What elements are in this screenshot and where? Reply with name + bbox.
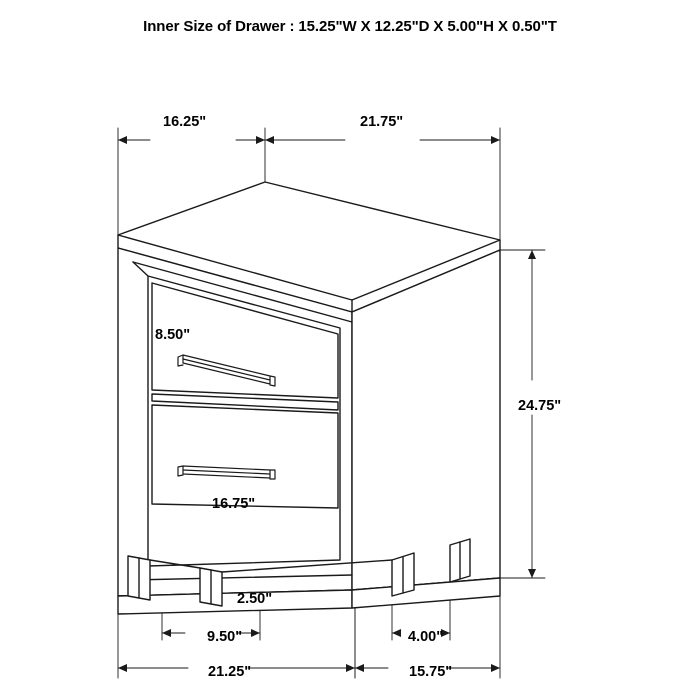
- dim-drawer-height: 8.50": [155, 327, 191, 343]
- dim-drawer-width: 16.75": [212, 496, 256, 512]
- dim-overall-depth: 15.75": [409, 664, 453, 680]
- dim-base-width: 9.50": [207, 629, 243, 645]
- dim-overall-width: 21.25": [208, 664, 252, 680]
- dim-leg-height: 2.50": [237, 591, 273, 607]
- dim-overall-height: 24.75": [518, 398, 562, 414]
- dim-top-depth: 21.75": [360, 114, 404, 130]
- dim-leg-depth: 4.00": [408, 629, 444, 645]
- dim-top-front-width: 16.25": [163, 114, 207, 130]
- page-title: Inner Size of Drawer : 15.25"W X 12.25"D X 5.00"H X 0.50"T: [143, 18, 557, 35]
